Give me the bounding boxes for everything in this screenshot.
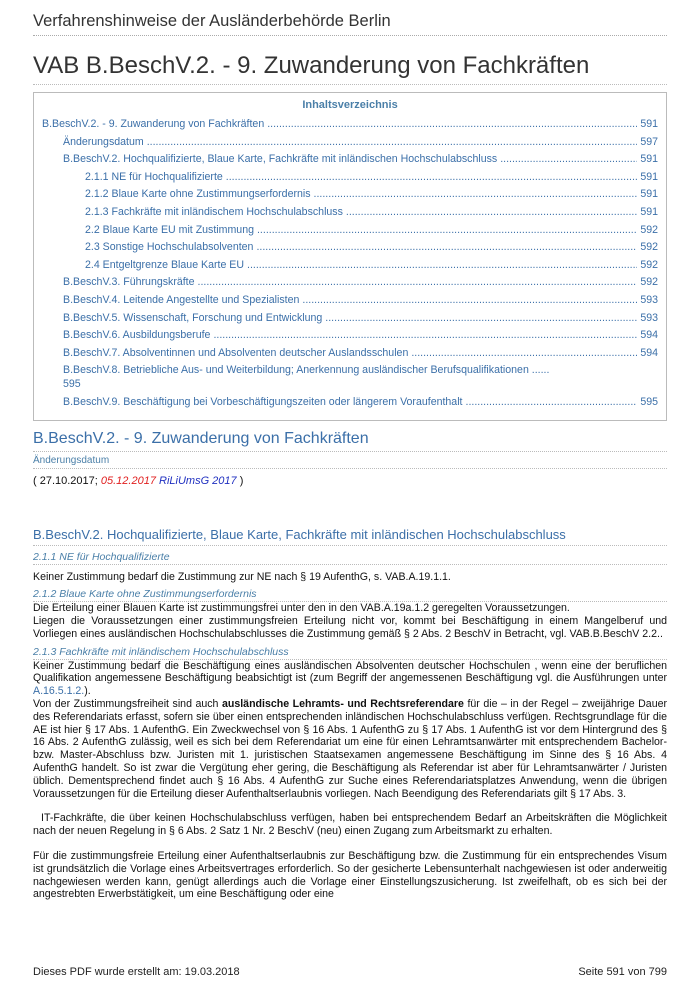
toc-item-page: 592 <box>640 276 658 289</box>
paragraph: IT-Fachkräfte, die über keinen Hochschulabschluss verfügen, haben bei entsprechendem Bedarf an Arbeitskräften die Möglichkeit nach der neuen Regelung in § 6 Abs. 2 Satz 1 Nr. 2 BeschV (neu) einen Zugang zum Arbeitsmarkt zu erhalten. <box>33 812 667 838</box>
toc-item-page: 594 <box>640 346 658 359</box>
toc-item[interactable] <box>42 135 658 149</box>
section-heading: B.BeschV.2. - 9. Zuwanderung von Fachkräften <box>33 430 667 452</box>
toc-item-label: B.BeschV.7. Absolventinnen und Absolventen deutscher Auslandsschulen <box>63 346 409 359</box>
document-page <box>33 0 667 901</box>
toc-item[interactable] <box>42 328 658 342</box>
subsection-heading-2-1-2: 2.1.2 Blaue Karte ohne Zustimmungserfordernis <box>33 583 667 602</box>
toc-item[interactable] <box>42 395 658 409</box>
toc-item-label: B.BeschV.5. Wissenschaft, Forschung und Entwicklung <box>63 311 323 324</box>
paragraph: Keiner Zustimmung bedarf die Zustimmung zur NE nach § 19 AufenthG, s. VAB.A.19.1.1. <box>33 570 451 583</box>
toc-item-label: 2.4 Entgeltgrenze Blaue Karte EU <box>85 258 245 271</box>
subsection-heading-2-1-3: 2.1.3 Fachkräfte mit inländischem Hochschulabschluss <box>33 641 667 660</box>
toc-item-page: 595 <box>63 378 81 391</box>
toc-item[interactable]: B.BeschV.8. Betriebliche Aus- und Weiterbildung; Anerkennung ausländischer Berufsqualifikationen ...... 595 <box>63 364 550 391</box>
toc-item-label: B.BeschV.4. Leitende Angestellte und Spezialisten <box>63 293 300 306</box>
paragraph: Von der Zustimmungsfreiheit sind auch ausländische Lehramts- und Rechtsreferendare für die – in der Regel – zweijährige Dauer des Referendariats erfasst, sofern sie über einen entsprechenden inländischen Hochschulabschluss verfügen. Rechtsgrundlage für die AE ist hier § 17 Abs. 1 AufenthG. Ein Zweckwechsel von § 16 Abs. 1 AufenthG zu § 17 Abs. 1 AufenthG ist vor dem Hintergrund des § 16 Abs. 2 AufenthG zulässig, weil es sich bei dem Referendariat um eine für einen Lehramtsanwärter mit entsprechendem Bachelor- bzw. Master-Abschluss bzw. Juristen mit 1. juristischen Staatsexamen angemessene Beschäftigung im Sinne des § 16 Abs. 4 AufenthG handelt. So ist zwar die Vergütung eher gering, die Beschäftigung als Referendar ist aber für Lehramtsanwärter / Juristen üblich. Dementsprechend findet auch § 16 Abs. 4 AufenthG zur Suche eines Referendariatsplatzes Anwendung, wenn die übrigen Voraussetzungen für die Erteilung dieser Aufenthaltserlaubnis vorliegen. Nach Beendigung des Referendariats gilt § 17 Abs. 3. <box>33 698 668 800</box>
toc-item-page: 597 <box>640 135 658 148</box>
toc-item-page: 593 <box>640 293 658 306</box>
toc-item-label: 2.2 Blaue Karte EU mit Zustimmung <box>85 223 254 236</box>
toc-item-page: 592 <box>640 258 658 271</box>
change-date-blue: RiLiUmsG 2017 <box>159 474 237 487</box>
table-of-contents <box>33 92 667 421</box>
page-title: VAB B.BeschV.2. - 9. Zuwanderung von Fachkräften <box>33 52 667 85</box>
toc-item[interactable] <box>42 240 658 254</box>
toc-item[interactable] <box>42 170 658 184</box>
paragraph: Die Erteilung einer Blauen Karte ist zustimmungsfrei unter den in den VAB.A.19a.1.2 geregelten Voraussetzungen. <box>33 602 570 615</box>
toc-item-label: B.BeschV.9. Beschäftigung bei Vorbeschäftigungszeiten oder längerem Voraufenthalt <box>63 395 463 408</box>
page-footer <box>33 966 667 978</box>
toc-item-page: 591 <box>640 170 658 183</box>
toc-item-label: B.BeschV.2. Hochqualifizierte, Blaue Karte, Fachkräfte mit inländischen Hochschulabschluss <box>63 153 498 166</box>
paragraph: Liegen die Voraussetzungen einer zustimmungsfreien Erteilung nicht vor, kommt bei Beschäftigung in einem Mangelberuf und Vorliegen eines ausländischen Hochschulabschlusses die Zustimmung gemäß § 2 Abs. 2 BeschV in Betracht, vgl. VAB.B.BeschV 2.2.. <box>33 615 667 640</box>
toc-item[interactable] <box>42 258 658 272</box>
toc-item-page: 591 <box>640 188 658 201</box>
running-header: Verfahrenshinweise der Ausländerbehörde Berlin <box>33 12 667 36</box>
footer-page-number: Seite 591 von 799 <box>578 966 667 978</box>
toc-item[interactable] <box>42 346 658 360</box>
toc-item-label: 2.1.2 Blaue Karte ohne Zustimmungserfordernis <box>85 188 311 201</box>
toc-item[interactable] <box>42 275 658 289</box>
toc-item-label: Änderungsdatum <box>63 135 144 148</box>
paragraph: Keiner Zustimmung bedarf die Beschäftigung eines ausländischen Absolventen deutscher Hochschulen , wenn eine der beruflichen Qualifikation angemessene Beschäftigung beabsichtigt ist (zum Begriff der angemessenen Beschäftigung vgl. die Ausführungen unter A.16.5.1.2.). <box>33 659 667 698</box>
toc-item[interactable] <box>42 293 658 307</box>
toc-item-label: 2.1.1 NE für Hochqualifizierte <box>85 170 223 183</box>
toc-item-label: B.BeschV.6. Ausbildungsberufe <box>63 329 211 342</box>
toc-item-label: B.BeschV.8. Betriebliche Aus- und Weiterbildung; Anerkennung ausländischer Berufsqualifikationen <box>63 364 529 377</box>
toc-heading: Inhaltsverzeichnis <box>302 99 398 111</box>
paragraph: Für die zustimmungsfreie Erteilung einer Aufenthaltserlaubnis zur Beschäftigung bzw. die Zustimmung für ein entsprechendes Visum ist grundsätzlich die Vorlage eines Arbeitsvertrages erforderlich. So der gesicherte Lebensunterhalt nachgewiesen ist oder anderweitig nachgewiesen werden kann, genügt allerdings auch die Vorlage einer Einstellungszusicherung. Ist zweifelhaft, ob es sich bei der angestrebten Erwerbstätigkeit, um eine Beschäftigung oder eine <box>33 850 667 901</box>
footer-created: Dieses PDF wurde erstellt am: 19.03.2018 <box>33 966 240 978</box>
change-date-red: 05.12.2017 <box>100 474 156 487</box>
toc-item-label: 2.3 Sonstige Hochschulabsolventen <box>85 241 254 254</box>
toc-item-label: B.BeschV.2. - 9. Zuwanderung von Fachkräften <box>42 118 265 130</box>
toc-item-label: B.BeschV.3. Führungskräfte <box>63 276 195 289</box>
toc-item[interactable] <box>42 311 658 325</box>
toc-item[interactable] <box>42 223 658 237</box>
toc-item-page: 593 <box>640 311 658 324</box>
toc-item-page: 594 <box>640 329 658 342</box>
bold-phrase: ausländische Lehramts- und Rechtsreferendare <box>221 698 464 711</box>
toc-item-page: 592 <box>640 241 658 254</box>
change-date-label: Änderungsdatum <box>33 452 667 469</box>
toc-item-page: 591 <box>640 118 658 130</box>
toc-item-page: 591 <box>640 153 658 166</box>
toc-item-label: 2.1.3 Fachkräfte mit inländischem Hochschulabschluss <box>85 205 343 218</box>
reference-link[interactable]: A.16.5.1.2. <box>33 685 85 698</box>
toc-item[interactable] <box>42 152 658 166</box>
toc-item-page: 595 <box>640 395 658 408</box>
toc-item-page: 591 <box>640 205 658 218</box>
subsection-heading-2-1-1: 2.1.1 NE für Hochqualifizierte <box>33 546 667 565</box>
change-date-line: ( 27.10.2017; 05.12.2017 RiLiUmsG 2017 ) <box>33 474 244 487</box>
toc-item-page: 592 <box>640 223 658 236</box>
toc-item[interactable] <box>42 205 658 219</box>
toc-item[interactable] <box>42 117 658 131</box>
chapter-heading: B.BeschV.2. Hochqualifizierte, Blaue Karte, Fachkräfte mit inländischen Hochschulabschluss <box>33 527 667 546</box>
toc-item[interactable] <box>42 187 658 201</box>
